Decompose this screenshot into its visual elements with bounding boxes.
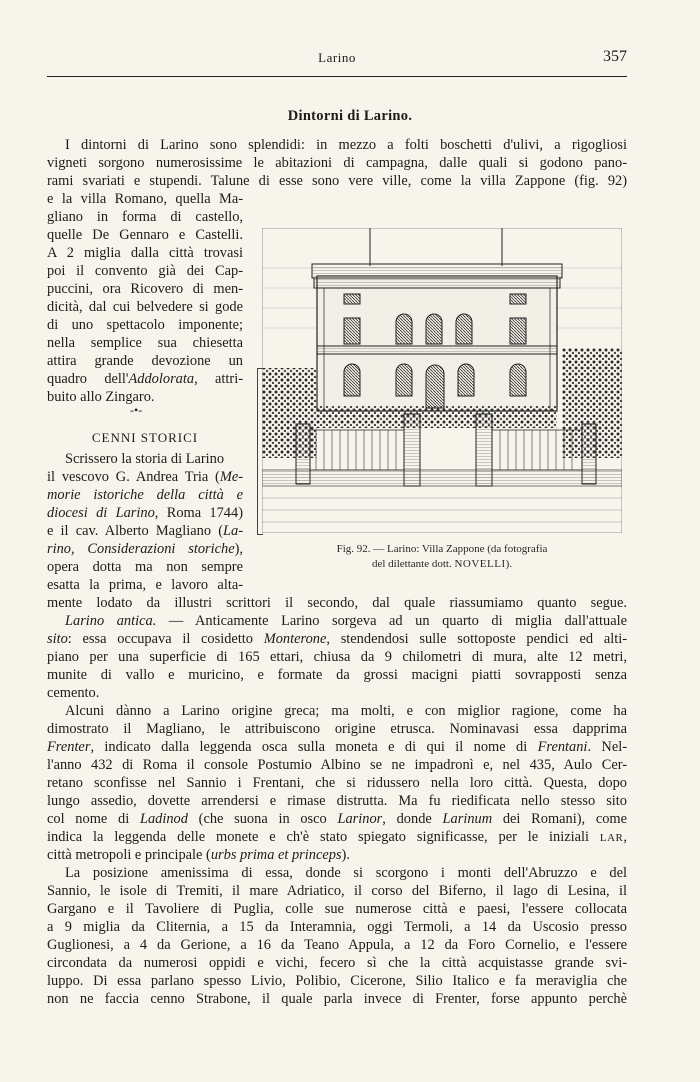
body-line xyxy=(47,810,627,828)
text-run: dei Romani), come xyxy=(492,811,627,827)
wrap-line: poi il convento già dei Cap- xyxy=(47,263,243,279)
header-rule xyxy=(47,76,627,77)
cenni-line: morie istoriche della città e xyxy=(47,487,243,503)
intro-line-3: rami svariati e stupendi. Talune di esse sono vere ville, come la villa Zappone (fig. 92) xyxy=(47,173,627,189)
wrap-line: A 2 miglia dalla città trovasi xyxy=(47,245,243,261)
text-run: ). xyxy=(341,847,350,863)
body-line xyxy=(47,612,627,630)
text-run: , stendendosi sulle sottoposte pendici ed alti- xyxy=(326,631,627,647)
wrap-line: nella semplice sua chiesetta xyxy=(47,335,243,351)
body-line: circondata da numerosi oppidi e vichi, fecero sì che la città acquistasse grande svi- xyxy=(47,955,627,971)
italic-run: Me- xyxy=(219,469,243,485)
text-run: , donde xyxy=(382,811,443,827)
text-run: del dilettante dott. xyxy=(371,558,455,570)
wrap-line: puccini, ora Ricovero di men- xyxy=(47,281,243,297)
cenni-heading: CENNI STORICI xyxy=(91,430,199,445)
body-line xyxy=(47,828,627,847)
text-run: : essa occupava il cosidetto xyxy=(67,631,264,647)
italic-run: rino, Considerazioni storiche xyxy=(47,541,235,557)
body-line xyxy=(47,630,627,648)
body-line: munite di vallo e muricino, e formate da grossi macigni piatti sovrapposti senza xyxy=(47,667,627,683)
wrap-line-quadro xyxy=(47,370,243,388)
italic-run: urbs prima et princeps xyxy=(210,847,342,863)
smallcaps-run: LAR xyxy=(599,832,624,844)
body-line: Guglionesi, a 4 da Gerione, a 16 da Teano Appula, a 12 da Foro Cornelio, e l'essere xyxy=(47,937,627,953)
smallcaps-run: NOVELLI xyxy=(454,558,506,570)
italic-run: Larinor xyxy=(337,811,383,827)
italic-run: Addolorata xyxy=(128,371,195,387)
text-run: città metropoli e principale ( xyxy=(47,847,211,863)
wrap-line: e la villa Romano, quella Ma- xyxy=(47,191,243,207)
wrap-line-last: buito allo Zingaro. xyxy=(47,389,155,405)
villa-illustration xyxy=(262,228,622,533)
body-line: a 9 miglia da Cliternia, a 15 da Interamnia, oggi Termoli, a 14 da Uscosio presso xyxy=(47,919,627,935)
cenni-line: opera dotta ma non sempre xyxy=(47,559,243,575)
body-line xyxy=(47,846,627,864)
text-run: indica la leggenda delle monete e ch'è stato spiegato significasse, per le iniziali xyxy=(47,829,600,845)
villa-engraving xyxy=(262,228,622,533)
wrap-line: dicità, dal cui belvedere si gode xyxy=(47,299,243,315)
wrap-line: quelle De Gennaro e Castelli. xyxy=(47,227,243,243)
body-line: Sannio, le isole di Tremiti, il mare Adriatico, il corso del Biferno, il lago di Lesina, il xyxy=(47,883,627,899)
text-run: — Anticamente Larino sorgeva ad un quarto di miglia dall'attuale xyxy=(156,613,627,629)
text-run: quadro dell' xyxy=(47,371,129,387)
wrap-line: attira grande devozione un xyxy=(47,353,243,369)
text-run: col nome di xyxy=(47,811,140,827)
figure-caption xyxy=(262,542,622,572)
italic-run: Frenter xyxy=(47,739,91,755)
italic-run: Frentani xyxy=(537,739,588,755)
body-line: piano per una superficie di 165 ettari, chiusa da 9 chilometri di mura, alte 12 metri, xyxy=(47,649,627,665)
body-line: lungo assedio, dovette arrendersi e rimase distrutta. Ma fu riedificata nello stesso sito xyxy=(47,793,627,809)
text-run: ), xyxy=(234,541,243,557)
text-run: , xyxy=(623,829,627,845)
page-header xyxy=(47,48,627,72)
running-title: Larino xyxy=(318,50,356,65)
text-run: , indicato dalla leggenda osca sulla moneta e di qui il nome di xyxy=(90,739,538,755)
wrap-line: gliano in forma di castello, xyxy=(47,209,243,225)
body-line: Alcuni dànno a Larino origine greca; ma molti, e con miglior ragione, come ha xyxy=(65,703,627,719)
text-run: . Nel- xyxy=(587,739,627,755)
italic-run: Larino antica. xyxy=(65,613,157,629)
text-run: e il cav. Alberto Magliano ( xyxy=(47,523,223,539)
section-divider: -•- xyxy=(130,403,143,417)
page-number: 357 xyxy=(603,48,627,65)
cenni-line: esatta la prima, e lavoro alta- xyxy=(47,577,243,593)
intro-line-1: I dintorni di Larino sono splendidi: in mezzo a folti boschetti d'ulivi, a rigogliosi xyxy=(65,137,627,153)
italic-run: Monterone xyxy=(263,631,327,647)
body-line: Gargano e il Tavoliere di Puglia, colle sue numerose città e paesi, l'essere collocata xyxy=(47,901,627,917)
italic-run: diocesi di Larino xyxy=(47,505,155,521)
text-run: , Roma 1744) xyxy=(154,505,243,521)
body-line: non ne faccia cenno Strabone, il quale parla invece di Frenter, forse appunto perchè xyxy=(47,991,627,1007)
italic-run: sito xyxy=(47,631,68,647)
cenni-line xyxy=(47,522,243,540)
section-title: Dintorni di Larino. xyxy=(287,108,413,124)
body-line xyxy=(47,738,627,756)
body-line: mente lodato da illustri scrittori il secondo, dal quale riassumiamo quanto segue. xyxy=(47,595,627,611)
italic-run: Ladinod xyxy=(139,811,188,827)
text-run: , attri- xyxy=(194,371,243,387)
body-line: luppo. Di essa parlano spesso Livio, Polibio, Cicerone, Silio Italico e fa meraviglia che xyxy=(47,973,627,989)
italic-run: Larinum xyxy=(442,811,493,827)
body-line: La posizione amenissima di essa, donde si scorgono i monti dell'Abruzzo e del xyxy=(65,865,627,881)
body-line: l'anno 432 di Roma il console Postumio Albino se ne impadronì e, nel 435, Aulo Cer- xyxy=(47,757,627,773)
text-run: (che suona in osco xyxy=(187,811,338,827)
body-line: dimostrato il Magliano, le attribuiscono origine etrusca. Nominavasi essa dapprima xyxy=(47,721,627,737)
body-line: cemento. xyxy=(47,685,100,701)
caption-line-1: Fig. 92. — Larino: Villa Zappone (da fotografia xyxy=(336,543,548,555)
body-line: retano sconfisse nel Sannio i Frentani, che si ridussero nella loro città. Questa, dopo xyxy=(47,775,627,791)
cenni-line xyxy=(47,540,243,558)
cenni-line xyxy=(47,468,243,486)
intro-line-2: vigneti sorgono numerosissime le abitazioni di campagna, dalle quali si godono pano- xyxy=(47,155,627,171)
cenni-line: Scrissero la storia di Larino xyxy=(65,451,225,467)
italic-run: La- xyxy=(223,523,243,539)
caption-line-2 xyxy=(262,557,622,572)
text-run: il vescovo G. Andrea Tria ( xyxy=(47,469,220,485)
wrap-line: di uno spettacolo imponente; xyxy=(47,317,243,333)
text-run: ). xyxy=(505,558,513,570)
cenni-line xyxy=(47,504,243,522)
